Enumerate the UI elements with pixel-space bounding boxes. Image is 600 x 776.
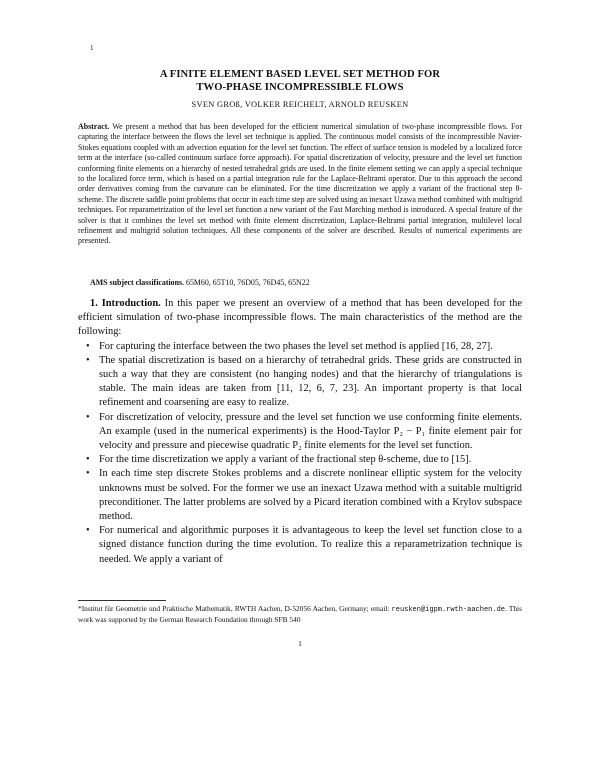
list-item-text: In each time step discrete Stokes problems and a discrete nonlinear elliptic system for the velocity unknowns must be solved. For the former we use an inexact Uzawa method with a suitable multigrid preconditioner. The latter problems are solved by a Picard iteration combined with a Krylov subspace method. [99,468,522,523]
title-line-1: A FINITE ELEMENT BASED LEVEL SET METHOD FOR [159,69,441,80]
abstract [78,122,522,247]
authors: SVEN GROß, VOLKER REICHELT, ARNOLD REUSKEN [191,100,409,109]
list-item-text: For the time discretization we apply a variant of the fractional step θ-scheme, due to [15]. [99,454,472,466]
list-item [78,453,522,467]
paper-title [78,69,522,94]
list-item [78,354,522,411]
footnote-text-2: . This work was supported by the German Research Foundation through SFB 540 [78,604,522,625]
bullet-icon: • [86,454,90,466]
list-item [78,467,522,524]
list-item [78,340,522,354]
footnote-email[interactable]: reusken@igpm.rwth-aachen.de [391,606,505,614]
title-line-2: TWO-PHASE INCOMPRESSIBLE FLOWS [196,81,404,93]
bullet-icon: • [86,411,90,423]
page-number-bottom: 1 [298,639,302,648]
bullet-icon: • [86,340,90,352]
list-item [78,524,522,567]
characteristics-list [78,340,522,567]
list-item-text: For numerical and algorithmic purposes it is advantageous to keep the level set function close to a signed distance function during the time evolution. To realize this a reparametrization technique is needed. We apply a variant of [99,525,522,565]
ams-classifications [90,278,310,287]
footnote [78,604,522,625]
intro-text: In this paper we present an overview of a method that has been developed for the efficient simulation of two-phase incompressible flows. The main characteristics of the method are the following: [78,298,522,338]
ams-codes: 65M60, 65T10, 76D05, 76D45, 65N22 [186,278,310,287]
list-item-text: For discretization of velocity, pressure and the level set function we use conforming finite elements. An example (used in the numerical experiments) is the Hood-Taylor P₂ − P₁ finite element pair for velocity and pressure and piecewise quadratic P₂ finite elements for the level set function. [99,411,522,452]
abstract-label: Abstract. [78,122,110,131]
introduction-section [78,297,522,567]
abstract-text: We present a method that has been developed for the efficient numerical simulation of two-phase incompressible flows. For capturing the interface between the flows the level set technique is applied. The continuous model consists of the incompressible Navier-Stokes equations coupled with an advection equation for the level set function. The effect of surface tension is modeled by a localized force term at the interface (so-called continuum surface force approach). For spatial discretization of velocity, pressure and the level set function conforming finite elements on a hierarchy of nested tetrahedral grids are used. In the finite element setting we can apply a special technique to the localized force term, which is based on a partial integration rule for the Laplace-Beltrami operator. Due to this approach the second order derivatives coming from the curvature can be eliminated. For the time discretization we apply a variant of the fractional step θ-scheme. The discrete saddle point problems that occur in each time step are solved using an inexact Uzawa method combined with multigrid techniques. For reparametrization of the level set function a new variant of the Fast Marching method is introduced. A special feature of the solver is that it combines the level set method with finite element discretization, Laplace-Beltrami partial integration, multilevel local refinement and multigrid solution techniques. All these components of the solver are described. Results of numerical experiments are presented. [78,122,522,246]
page-number-top: 1 [90,44,94,52]
footnote-rule [78,600,166,601]
bullet-icon: • [86,468,90,480]
ams-label: AMS subject classifications. [90,278,185,287]
footnote-text-1: *Institut für Geometrie und Praktische Mathematik, RWTH Aachen, D-52056 Aachen, Germany; email: [78,604,390,613]
section-heading: 1. Introduction. [90,298,161,309]
bullet-icon: • [86,525,90,537]
list-item-text: For capturing the interface between the two phases the level set method is applied [16, 28, 27]. [99,340,493,352]
bullet-icon: • [86,354,90,366]
list-item-text: The spatial discretization is based on a hierarchy of tetrahedral grids. These grids are constructed in such a way that they are consistent (no hanging nodes) and that the hierarchy of triangulations is stable. The main ideas are taken from [11, 12, 6, 7, 23]. An important property is that local refinement and coarsening are easy to realize. [99,354,522,409]
intro-paragraph [78,297,522,340]
list-item [78,411,522,454]
